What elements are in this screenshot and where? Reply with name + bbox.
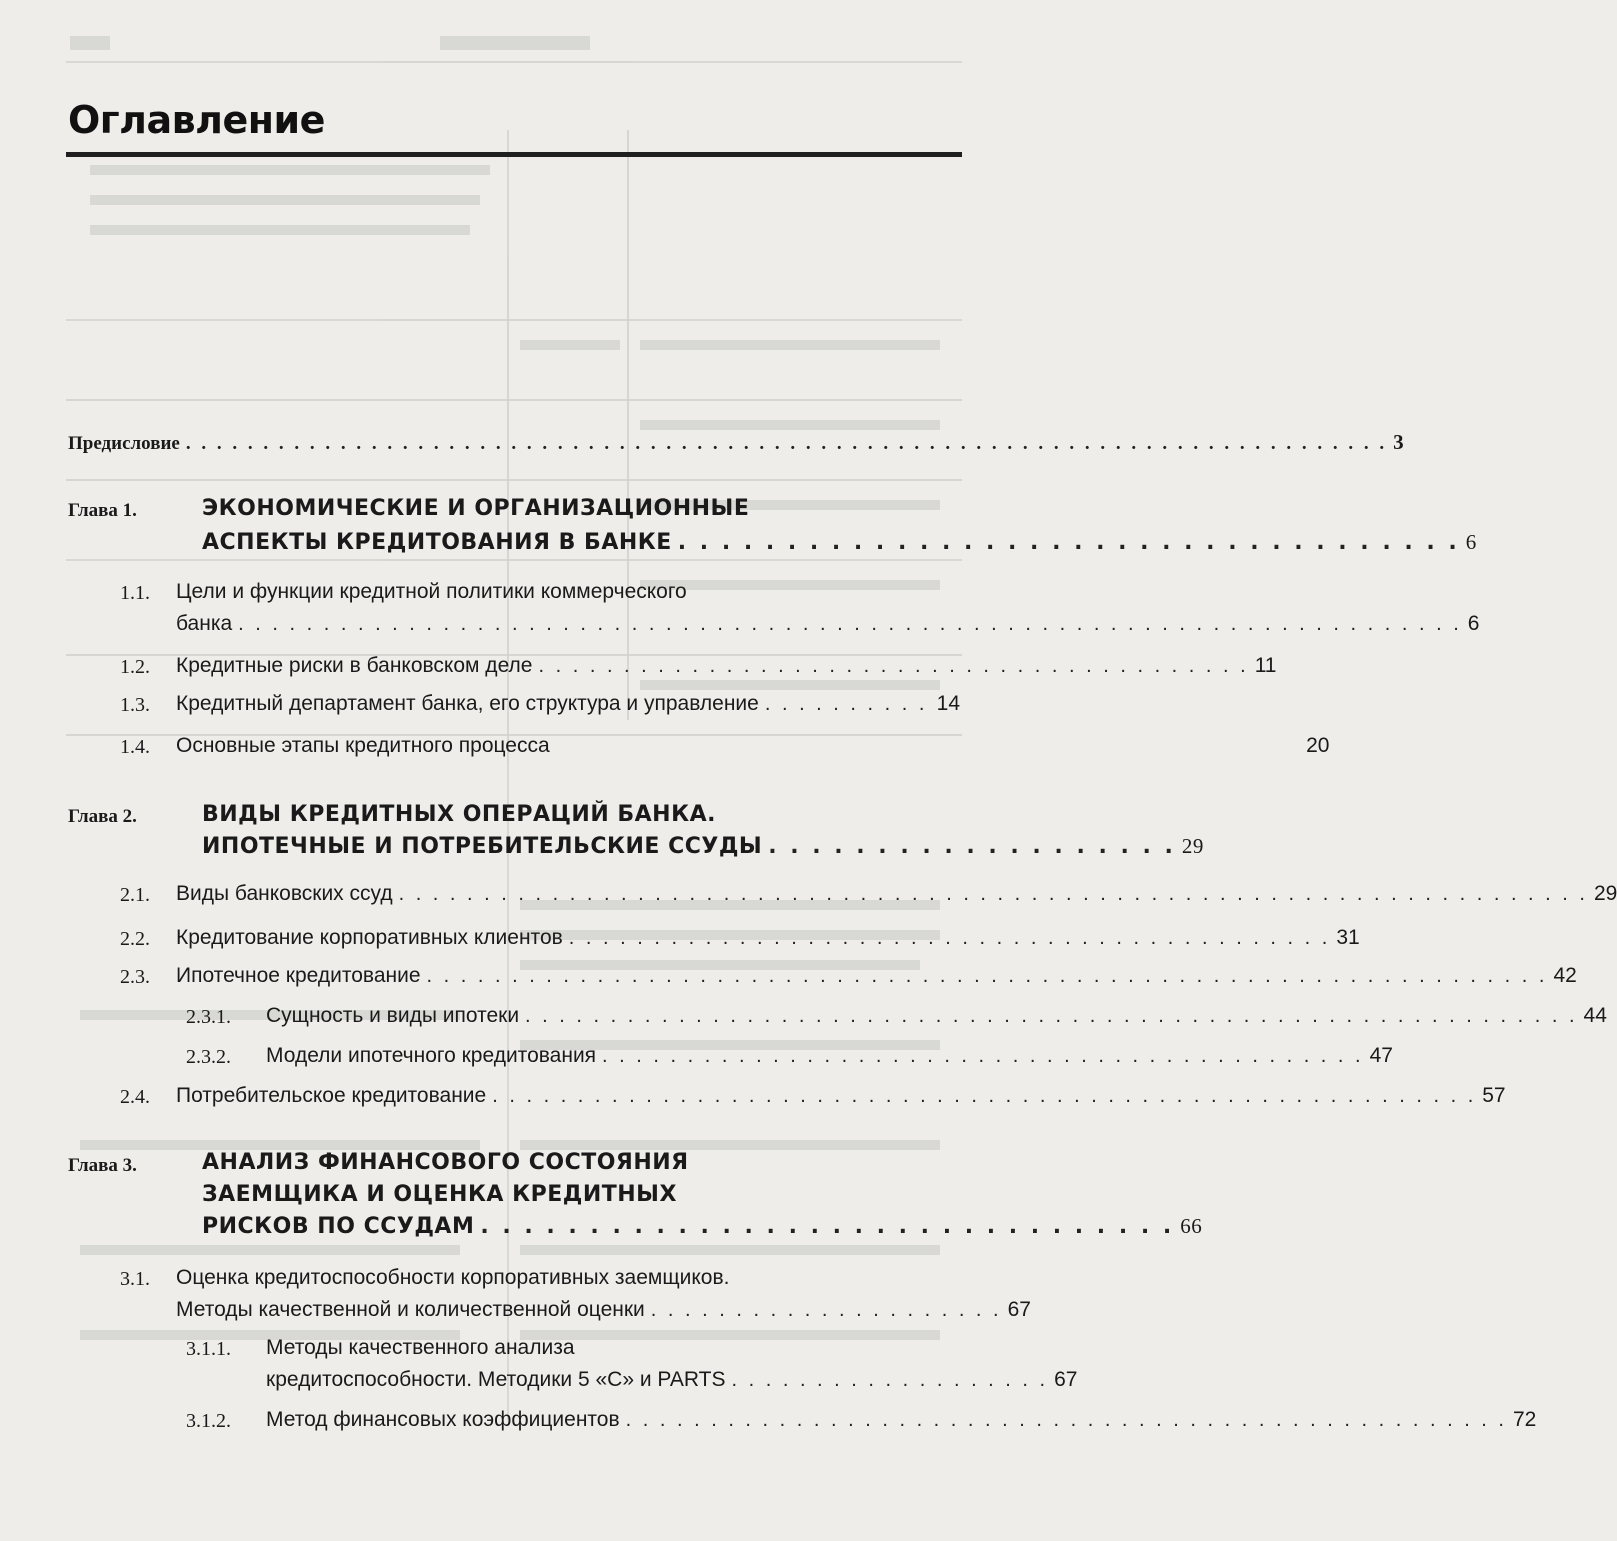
toc-entry-section[interactable]	[176, 612, 1480, 636]
toc-entry-page: 29	[1181, 834, 1204, 858]
toc-entry-title: Кредитные риски в банковском деле	[176, 654, 533, 677]
toc-entry-subsection[interactable]	[266, 1368, 1078, 1392]
chapter-title-line[interactable]: ЗАЕМЩИКА И ОЦЕНКА КРЕДИТНЫХ	[202, 1182, 677, 1207]
toc-entry-page: 42	[1553, 964, 1577, 987]
chapter-title-line[interactable]: ЭКОНОМИЧЕСКИЕ И ОРГАНИЗАЦИОННЫЕ	[202, 496, 750, 521]
leader-dots: . . . . . . . . . . . . . . . . . . . . . . . . . . . . . . . . . . . .	[677, 530, 1460, 555]
toc-entry-title: Основные этапы кредитного процесса	[176, 734, 550, 757]
toc-entry-title: Ипотечное кредитование	[176, 964, 421, 987]
toc-entry-page: 14	[936, 692, 960, 715]
leader-dots: . . . . . . . . . . . . . . . . . . . . .	[650, 1299, 1002, 1321]
leader-dots: . . . . . . . . . . . . . . . . . . . . . . . . . . . . . . . . . . . . . . . . . . . . .	[568, 927, 1331, 949]
toc-entry-page: 6	[1465, 530, 1477, 554]
toc-entry-title: Сущность и виды ипотеки	[266, 1004, 520, 1027]
leader-dots: . . . . . . . . . . . . . . . . . . .	[768, 834, 1176, 859]
toc-entry-section[interactable]	[176, 734, 1330, 758]
chapter-title-line[interactable]: ВИДЫ КРЕДИТНЫХ ОПЕРАЦИЙ БАНКА.	[202, 802, 716, 827]
toc-entry-title: Модели ипотечного кредитования	[266, 1044, 597, 1067]
toc-entry-subsection[interactable]	[266, 1044, 1393, 1068]
toc-entry-section[interactable]	[176, 882, 1617, 906]
section-title-line[interactable]: Оценка кредитоспособности корпоративных заемщиков.	[176, 1266, 730, 1289]
toc-entry-page: 3	[1393, 430, 1404, 454]
section-title-line[interactable]: Цели и функции кредитной политики коммерческого	[176, 580, 687, 603]
section-number: 2.3.	[120, 966, 150, 988]
section-number: 2.1.	[120, 884, 150, 906]
toc-entry-page: 67	[1054, 1368, 1078, 1391]
subsection-number: 2.3.2.	[186, 1046, 231, 1068]
leader-dots: . . . . . . . . . . . . . . . . . . . . . . . . . . . . . . . . . . . . . . . . . . . . . . . . . . . .	[625, 1409, 1507, 1431]
toc-entry-title: Кредитный департамент банка, его структура и управление	[176, 692, 759, 715]
leader-dots: . . . . . . . . . . . . . . . . . . . . . . . . . . . . . . . . . . . . . . . . . . . . . . . . . . . . . . . . . . . . . . . . . .	[426, 965, 1548, 987]
toc-entry-section[interactable]	[176, 964, 1577, 988]
leader-dots: . . . . . . . . . . . . . . . . . . . . . . . . . . . . . . . . . . . . . . . . . . . . . . . . . . . . . . . . . . . . . . . . . . . . . .	[398, 883, 1588, 905]
toc-entry-subsection[interactable]	[266, 1408, 1537, 1432]
chapter-title-line-last[interactable]	[202, 530, 1477, 555]
toc-entry-page: 31	[1336, 926, 1360, 949]
toc-entry-title: кредитоспособности. Методики 5 «С» и PARTS	[266, 1368, 726, 1391]
chapter-title-line-last[interactable]	[202, 834, 1204, 859]
subsection-number: 3.1.1.	[186, 1338, 231, 1360]
chapter-label: Глава 2.	[68, 806, 137, 827]
subsection-number: 3.1.2.	[186, 1410, 231, 1432]
leader-dots: . . . . . . . . . . . . . . . . . . .	[731, 1369, 1049, 1391]
chapter-title-text: АСПЕКТЫ КРЕДИТОВАНИЯ В БАНКЕ	[202, 530, 672, 555]
leader-dots: . . . . . . . . . . . . . . . . . . . . . . . . . . . . . . . . . . . . . . . . . . . . . . . . . . . . . . . . . . . . . . . . . . . . . . . . . . . . . .	[185, 433, 1388, 454]
leader-dots: . . . . . . . . . . . . . . . . . . . . . . . . . . . . . . . . . . . . . . . . . . . . . . . . . . . . . . . . . . . . . .	[525, 1005, 1578, 1027]
toc-entry-section[interactable]	[176, 1298, 1031, 1322]
chapter-title-text: РИСКОВ ПО ССУДАМ	[202, 1214, 475, 1239]
leader-dots: . . . . . . . . . . . . . . . . . . . . . . . . . . . . . . . .	[480, 1214, 1175, 1239]
chapter-title-line-last[interactable]	[202, 1214, 1203, 1239]
toc-entry-subsection[interactable]	[266, 1004, 1607, 1028]
leader-dots: . . . . . . . . . . . . . . . . . . . . . . . . . . . . . . . . . . . . . . . . . .	[538, 655, 1249, 677]
toc-entry-section[interactable]	[176, 654, 1277, 678]
toc-entry-page: 47	[1369, 1044, 1393, 1067]
section-number: 3.1.	[120, 1268, 150, 1290]
toc-entry-title: Методы качественной и количественной оценки	[176, 1298, 645, 1321]
chapter-label: Глава 3.	[68, 1155, 137, 1176]
leader-dots: . . . . . . . . . . . . . . . . . . . . . . . . . . . . . . . . . . . . . . . . . . . . .	[602, 1045, 1364, 1067]
toc-entry-page: 29	[1593, 882, 1617, 905]
toc-entry-page: 6	[1467, 612, 1480, 635]
section-number: 2.2.	[120, 928, 150, 950]
toc-entry-section[interactable]	[176, 926, 1360, 950]
toc-entry-title: банка	[176, 612, 233, 635]
leader-dots: . . . . . . . . . . . . . . . . . . . . . . . . . . . . . . . . . . . . . . . . . . . . . . . . . . . . . . . . . . . . . . . . . . . . . . . .	[238, 613, 1462, 635]
section-number: 2.4.	[120, 1086, 150, 1108]
section-number: 1.3.	[120, 694, 150, 716]
leader-dots	[556, 735, 1300, 758]
chapter-title-line[interactable]: АНАЛИЗ ФИНАНСОВОГО СОСТОЯНИЯ	[202, 1150, 689, 1175]
subsection-number: 2.3.1.	[186, 1006, 231, 1028]
toc-entry-page: 57	[1482, 1084, 1506, 1107]
chapter-label: Глава 1.	[68, 500, 137, 521]
toc-entry-page: 11	[1254, 654, 1277, 677]
toc-entry-title: Кредитование корпоративных клиентов	[176, 926, 563, 949]
toc-entry-section[interactable]	[176, 1084, 1506, 1108]
toc-entry-page: 66	[1180, 1214, 1203, 1238]
page-title: Оглавление	[68, 98, 325, 142]
leader-dots: . . . . . . . . . . . . . . . . . . . . . . . . . . . . . . . . . . . . . . . . . . . . . . . . . . . . . . . . . .	[492, 1085, 1477, 1107]
section-number: 1.1.	[120, 582, 150, 604]
section-number: 1.4.	[120, 736, 150, 758]
toc-entry-page: 20	[1306, 734, 1330, 757]
toc-entry-page: 67	[1007, 1298, 1031, 1321]
subsection-title-line[interactable]: Методы качественного анализа	[266, 1336, 575, 1359]
toc-entry-title: Метод финансовых коэффициентов	[266, 1408, 620, 1431]
toc-entry-preface[interactable]	[68, 430, 1404, 455]
toc-entry-title: Виды банковских ссуд	[176, 882, 393, 905]
chapter-title-text: ИПОТЕЧНЫЕ И ПОТРЕБИТЕЛЬСКИЕ ССУДЫ	[202, 834, 763, 859]
toc-entry-title: Предисловие	[68, 433, 180, 454]
toc-entry-section[interactable]	[176, 692, 960, 716]
toc-entry-page: 44	[1583, 1004, 1607, 1027]
toc-entry-page: 72	[1512, 1408, 1537, 1431]
toc-entry-title: Потребительское кредитование	[176, 1084, 487, 1107]
leader-dots: . . . . . . . . . .	[764, 693, 928, 715]
section-number: 1.2.	[120, 656, 150, 678]
